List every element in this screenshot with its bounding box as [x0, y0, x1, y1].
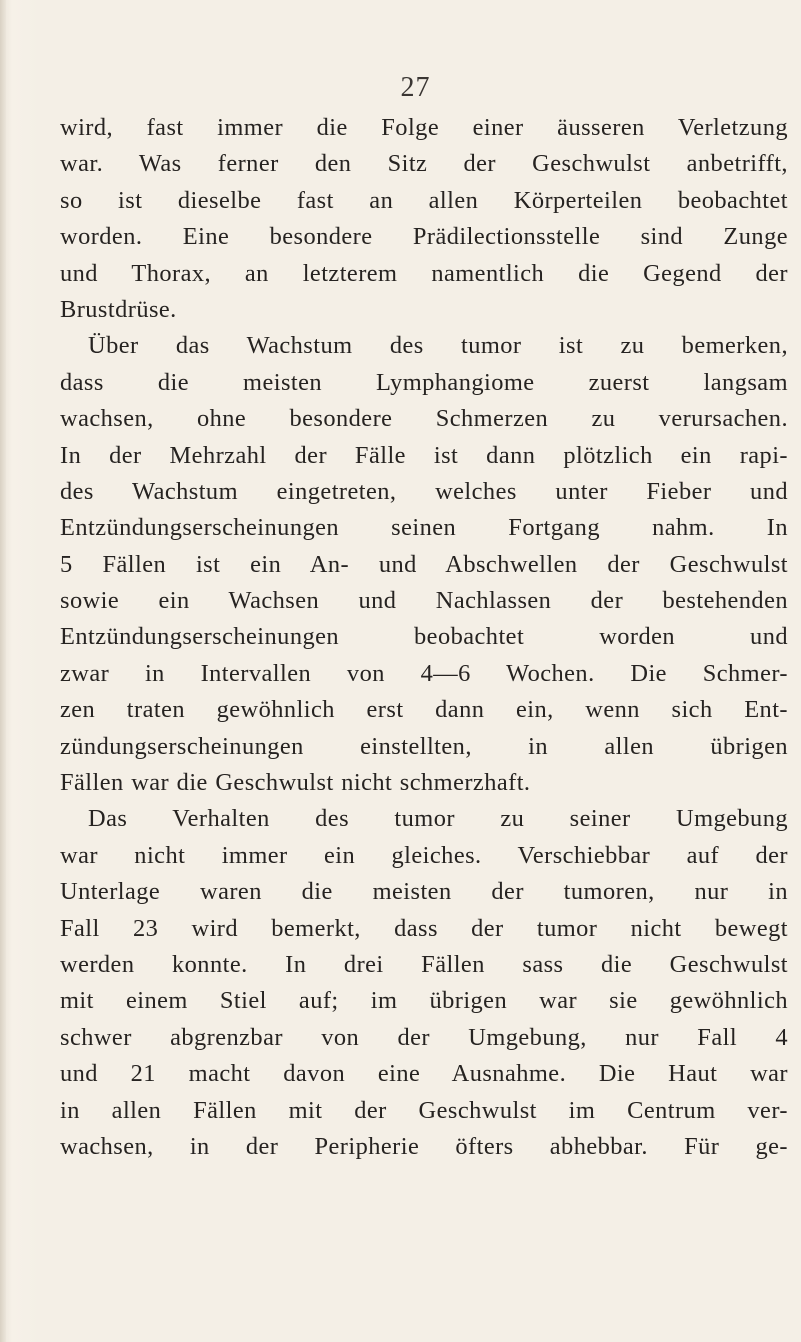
text-line: und 21 macht davon eine Ausnahme. Die Haut war	[60, 1060, 788, 1088]
text-line: und Thorax, an letzterem namentlich die Gegend der	[60, 259, 788, 287]
text-line: Unterlage waren die meisten der tumoren, nur in	[60, 878, 788, 906]
text-line: Fall 23 wird bemerkt, dass der tumor nicht bewegt	[60, 914, 788, 942]
body-text	[60, 110, 788, 1165]
text-line: Über das Wachstum des tumor ist zu bemerken,	[88, 332, 788, 360]
paragraph-1	[60, 110, 788, 328]
text-line: zen traten gewöhnlich erst dann ein, wenn sich Ent-	[60, 696, 788, 724]
text-line: In der Mehrzahl der Fälle ist dann plötzlich ein rapi-	[60, 441, 788, 469]
text-line: zwar in Intervallen von 4—6 Wochen. Die Schmer-	[60, 659, 788, 687]
text-line: zündungserscheinungen einstellten, in allen übrigen	[60, 732, 788, 760]
text-line: worden. Eine besondere Prädilectionsstelle sind Zunge	[60, 223, 788, 251]
text-line: in allen Fällen mit der Geschwulst im Centrum ver-	[60, 1096, 788, 1124]
text-line: wachsen, ohne besondere Schmerzen zu verursachen.	[60, 405, 788, 433]
text-line: wird, fast immer die Folge einer äusseren Verletzung	[60, 114, 788, 141]
text-line: war. Was ferner den Sitz der Geschwulst anbetrifft,	[60, 150, 788, 178]
text-line: sowie ein Wachsen und Nachlassen der bestehenden	[60, 587, 788, 615]
text-line: des Wachstum eingetreten, welches unter Fieber und	[60, 477, 788, 505]
text-line: Fällen war die Geschwulst nicht schmerzhaft.	[60, 769, 531, 797]
text-line: 5 Fällen ist ein An- und Abschwellen der Geschwulst	[60, 550, 788, 578]
text-line: dass die meisten Lymphangiome zuerst langsam	[60, 368, 788, 396]
text-line: Das Verhalten des tumor zu seiner Umgebung	[88, 805, 788, 833]
text-line: Entzündungserscheinungen seinen Fortgang nahm. In	[60, 514, 788, 542]
text-line: schwer abgrenzbar von der Umgebung, nur Fall 4	[60, 1023, 788, 1051]
paragraph-2	[60, 328, 788, 801]
text-line: so ist dieselbe fast an allen Körperteilen beobachtet	[60, 186, 788, 214]
page-number: 27	[400, 72, 431, 103]
text-line: Entzündungserscheinungen beobachtet worden und	[60, 623, 788, 651]
paragraph-3	[60, 801, 788, 1165]
text-line: war nicht immer ein gleiches. Verschiebbar auf der	[60, 841, 788, 869]
text-line: Brustdrüse.	[60, 295, 177, 323]
text-line: mit einem Stiel auf; im übrigen war sie gewöhnlich	[60, 987, 788, 1015]
page-binding-edge	[0, 0, 6, 1342]
text-line: werden konnte. In drei Fällen sass die Geschwulst	[60, 950, 788, 978]
text-line: wachsen, in der Peripherie öfters abhebbar. Für ge-	[60, 1132, 788, 1160]
